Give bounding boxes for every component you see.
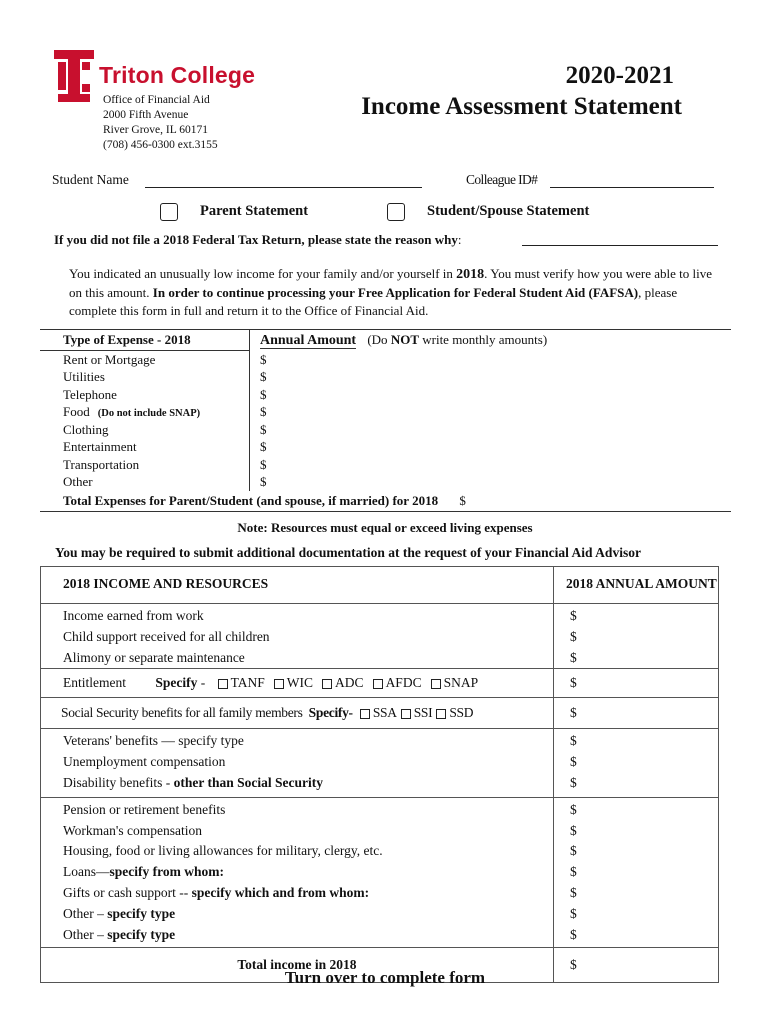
student-name-label: Student Name: [52, 172, 129, 187]
income-line-specify: specify which and from whom:: [191, 884, 370, 900]
income-group-1: [41, 604, 719, 669]
income-line-text: Other –: [63, 926, 108, 942]
expense-type-label: Clothing: [63, 421, 109, 437]
expense-type-header: Type of Expense - 2018: [40, 330, 250, 351]
option-label: SSA: [372, 705, 397, 721]
income-group-3-amounts: [554, 729, 719, 797]
expense-row: [40, 474, 731, 492]
income-line: Child support received for all children: [63, 628, 270, 644]
income-amount-field[interactable]: $: [570, 822, 577, 838]
income-line: [63, 773, 553, 794]
income-line-text: Other –: [63, 905, 108, 921]
income-amount-field[interactable]: $: [570, 926, 577, 942]
expense-type-cell: [40, 404, 250, 422]
expense-total-row: [40, 491, 731, 512]
income-line-text: Disability benefits -: [63, 774, 174, 790]
income-line: [63, 731, 553, 752]
expense-amount-cell[interactable]: $: [260, 386, 267, 402]
expense-type-label: Entertainment: [63, 439, 137, 455]
income-line: Income earned from work: [63, 608, 204, 623]
income-total-label: Total income in 2018: [41, 948, 554, 983]
intro-text-2: . You must verify how you were able to live on this amount.: [69, 266, 713, 300]
income-amount-header: 2018 ANNUAL AMOUNT: [554, 567, 719, 604]
income-amount-field[interactable]: $: [570, 733, 577, 749]
expense-amount-cell[interactable]: $: [260, 456, 267, 472]
office-name: Office of Financial Aid: [103, 94, 210, 106]
income-group-1-amounts: [554, 604, 719, 669]
income-amount-field[interactable]: $: [570, 649, 577, 665]
option-label: AFDC: [385, 675, 422, 691]
expense-type-label: Rent or Mortgage: [63, 351, 156, 367]
social-security-amount[interactable]: $: [554, 698, 719, 729]
income-group-4-labels: [41, 797, 554, 948]
expense-total-cell: [40, 491, 731, 512]
colleague-id-label: Colleague ID#: [466, 172, 538, 187]
income-line: [63, 904, 553, 925]
income-line-text: Gifts or cash support --: [63, 884, 192, 900]
expense-amount-header: [250, 330, 732, 351]
option-label: WIC: [286, 675, 314, 691]
expense-type-cell: [40, 439, 250, 457]
office-address: [103, 93, 218, 153]
expense-row: [40, 421, 731, 439]
income-amount-field[interactable]: $: [570, 774, 577, 790]
expense-type-note: (Do not include SNAP): [97, 408, 201, 420]
expense-header-row: [40, 330, 731, 351]
expense-amount-cell[interactable]: $: [260, 351, 267, 367]
income-line: Alimony or separate maintenance: [63, 649, 245, 665]
income-line-text: Veterans' benefits — specify type: [63, 733, 244, 749]
expense-amount-cell[interactable]: $: [260, 369, 267, 385]
expense-row: [40, 386, 731, 404]
income-line: [63, 883, 553, 904]
city-state: River Grove, IL 60171: [103, 124, 208, 136]
colleague-id-field[interactable]: [550, 187, 714, 188]
income-group-4-amounts: [554, 797, 719, 948]
document-title: Income Assessment Statement: [361, 93, 682, 120]
note-not: NOT: [390, 331, 419, 347]
expense-type-cell: [40, 456, 250, 474]
tax-reason-prompt: If you did not file a 2018 Federal Tax Return, please state the reason why: [54, 232, 458, 247]
income-total-amount[interactable]: $: [554, 948, 719, 983]
income-line: [63, 925, 553, 946]
triton-logo-icon: [54, 50, 94, 102]
income-line-text: Unemployment compensation: [63, 754, 226, 770]
social-security-row: [41, 698, 719, 729]
income-line: [63, 841, 553, 862]
org-name: Triton College: [99, 62, 256, 88]
income-line: [63, 821, 553, 842]
option-checkbox[interactable]: [322, 679, 332, 689]
option-checkbox[interactable]: [373, 679, 383, 689]
intro-text-4: , please complete this form in full and return it to the Office of Financial Aid.: [69, 285, 678, 318]
tax-reason-colon: :: [457, 232, 462, 247]
option-label: SSI: [413, 705, 433, 721]
income-line-specify: specify type: [107, 926, 176, 942]
resources-note: Note: Resources must equal or exceed living expenses: [237, 520, 533, 535]
income-amount-field[interactable]: $: [570, 905, 577, 921]
income-line: [63, 800, 553, 821]
income-amount-field[interactable]: $: [570, 608, 577, 623]
option-label: SNAP: [443, 675, 479, 691]
expense-amount-cell[interactable]: $: [260, 474, 267, 490]
option-checkbox[interactable]: [436, 709, 446, 719]
expense-type-label: Telephone: [63, 386, 117, 402]
entitlement-options: [209, 675, 478, 690]
option-label: TANF: [230, 675, 265, 691]
income-line-text: Loans—: [63, 864, 110, 880]
entitlement-amount[interactable]: $: [554, 669, 719, 698]
entitlement-row: [41, 669, 719, 698]
aid-year: 2020-2021: [565, 62, 674, 89]
expense-type-cell: [40, 474, 250, 492]
income-line-specify: specify from whom:: [109, 864, 224, 880]
expense-row: [40, 351, 731, 369]
income-line-text: Housing, food or living allowances for military, clergy, etc.: [63, 843, 383, 859]
entitlement-label: Entitlement: [63, 675, 126, 691]
parent-statement-label: Parent Statement: [200, 203, 309, 219]
phone-number: (708) 456-0300 ext.3155: [103, 139, 218, 151]
expense-row: [40, 456, 731, 474]
tax-reason-field[interactable]: [522, 245, 718, 246]
intro-text-1: You indicated an unusually low income for your family and/or yourself in: [69, 266, 457, 281]
expense-total-label: Total Expenses for Parent/Student (and spouse, if married) for 2018: [63, 493, 439, 508]
parent-statement-checkbox[interactable]: [160, 203, 178, 221]
student-spouse-statement-label: Student/Spouse Statement: [427, 203, 590, 219]
option-label: ADC: [335, 675, 364, 691]
expense-table: [40, 329, 731, 512]
income-group-1-labels: [41, 604, 554, 669]
income-line: [63, 752, 553, 773]
student-name-field[interactable]: [145, 187, 422, 188]
income-amount-field[interactable]: $: [570, 801, 577, 817]
expense-type-label: Food: [63, 404, 90, 420]
note-pre: (Do: [367, 331, 391, 347]
social-security-label: Social Security benefits for all family members: [61, 705, 303, 721]
street-address: 2000 Fifth Avenue: [103, 109, 189, 121]
intro-text-3: In order to continue processing your Free Application for Federal Student Aid (FAFSA): [152, 285, 639, 300]
expense-row: [40, 404, 731, 422]
income-resources-header: 2018 INCOME AND RESOURCES: [41, 567, 554, 604]
income-header-row: [41, 567, 719, 604]
expense-row: [40, 369, 731, 387]
intro-year: 2018: [456, 267, 485, 282]
income-amount-field[interactable]: $: [570, 628, 577, 644]
income-amount-field[interactable]: $: [570, 864, 577, 880]
annual-amount-label: Annual Amount: [260, 332, 357, 348]
expense-amount-cell[interactable]: $: [260, 421, 267, 437]
option-label: SSD: [449, 705, 474, 721]
expense-amount-cell[interactable]: $: [260, 404, 267, 420]
income-amount-field[interactable]: $: [570, 843, 577, 859]
intro-paragraph: [69, 265, 719, 320]
income-table: [40, 566, 719, 983]
expense-type-cell: [40, 369, 250, 387]
expense-type-label: Utilities: [63, 369, 105, 385]
entitlement-cell: Entitlement Specify - TANF WIC ADC AFDC SNAP: [41, 669, 554, 698]
expense-type-label: Transportation: [63, 456, 140, 472]
social-security-options: [356, 705, 473, 720]
income-group-3-labels: [41, 729, 554, 797]
income-amount-field[interactable]: $: [570, 884, 577, 900]
income-line: [63, 862, 553, 883]
income-line-text: Workman's compensation: [63, 822, 202, 838]
expense-type-cell: [40, 351, 250, 369]
expense-amount-cell[interactable]: $: [260, 439, 267, 455]
option-checkbox[interactable]: [360, 709, 370, 719]
student-name-row: [52, 172, 129, 188]
entitlement-specify: Specify: [155, 675, 198, 691]
social-security-cell: [41, 698, 554, 729]
tax-reason-row: [54, 232, 461, 248]
expense-type-cell: [40, 421, 250, 439]
turn-over-note: Turn over to complete form: [284, 968, 486, 987]
expense-row: [40, 439, 731, 457]
expense-type-label: Other: [63, 474, 93, 490]
income-line-specify: specify type: [107, 905, 176, 921]
note-post: write monthly amounts): [418, 331, 548, 347]
income-line-specify: other than Social Security: [173, 774, 323, 790]
option-checkbox[interactable]: [431, 679, 441, 689]
income-line-text: Pension or retirement benefits: [63, 801, 226, 817]
option-checkbox[interactable]: [274, 679, 284, 689]
income-group-4: [41, 797, 719, 948]
income-amount-field[interactable]: $: [570, 754, 577, 770]
expense-type-cell: [40, 386, 250, 404]
colleague-id-row: [466, 172, 537, 188]
option-checkbox[interactable]: [401, 709, 411, 719]
student-spouse-statement-checkbox[interactable]: [387, 203, 405, 221]
documentation-requirement: You may be required to submit additional documentation at the request of your Financial Aid Advisor: [55, 545, 641, 560]
option-checkbox[interactable]: [218, 679, 228, 689]
income-group-3: [41, 729, 719, 797]
expense-total-dollar[interactable]: $: [459, 493, 466, 508]
social-security-specify: Specify-: [308, 705, 353, 721]
